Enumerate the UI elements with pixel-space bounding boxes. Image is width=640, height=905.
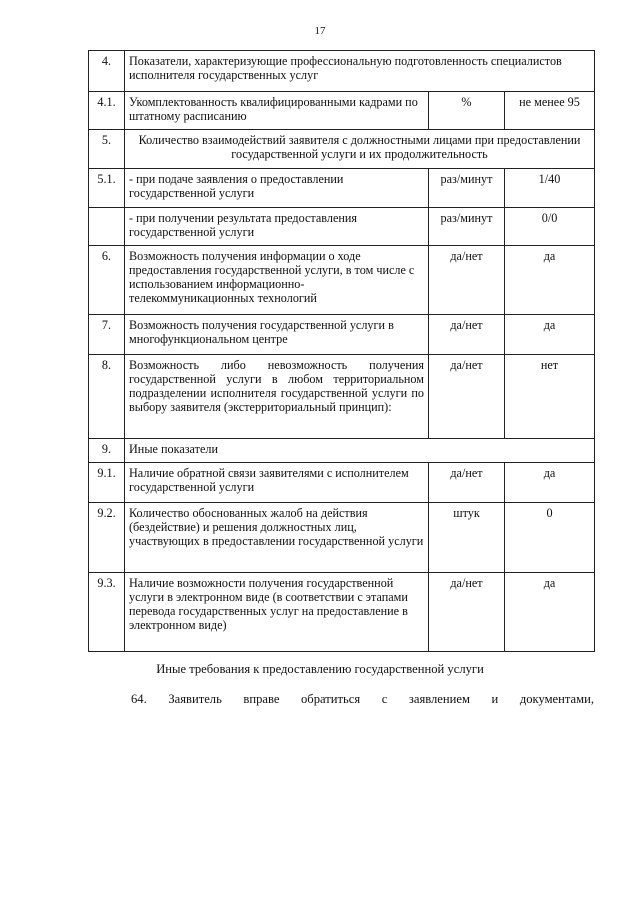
indicators-table [88, 50, 595, 652]
row-number: 8. [89, 355, 125, 439]
table-row [89, 169, 595, 208]
row-value: не менее 95 [505, 92, 595, 130]
row-value: да [505, 463, 595, 503]
row-number: 6. [89, 246, 125, 315]
row-description: Наличие обратной связи заявителями с исполнителем государственной услуги [125, 463, 429, 503]
row-number: 9.1. [89, 463, 125, 503]
row-number: 9. [89, 439, 125, 463]
row-unit: да/нет [429, 463, 505, 503]
row-value: да [505, 315, 595, 355]
row-value: нет [505, 355, 595, 439]
table-row [89, 355, 595, 439]
row-unit: да/нет [429, 573, 505, 652]
row-value: да [505, 246, 595, 315]
row-number: 4.1. [89, 92, 125, 130]
row-description: Иные показатели [125, 439, 595, 463]
row-value: 0 [505, 503, 595, 573]
row-number: 9.3. [89, 573, 125, 652]
table-row [89, 573, 595, 652]
row-number: 5.1. [89, 169, 125, 208]
row-description: - при подаче заявления о предоставлении государственной услуги [125, 169, 429, 208]
table-row [89, 51, 595, 92]
row-unit: да/нет [429, 246, 505, 315]
row-number [89, 208, 125, 246]
row-value: 0/0 [505, 208, 595, 246]
table-row [89, 315, 595, 355]
table-row [89, 246, 595, 315]
row-value: да [505, 573, 595, 652]
row-unit: раз/минут [429, 169, 505, 208]
row-description: Укомплектованность квалифицированными кадрами по штатному расписанию [125, 92, 429, 130]
paragraph-64: 64. Заявитель вправе обратиться с заявлением и документами, [131, 692, 594, 706]
row-description: Возможность либо невозможность получения государственной услуги в любом территориальном подразделении исполнителя государственной услуги по выбору заявителя (экстерриториальный принцип): [125, 355, 429, 439]
table-row [89, 439, 595, 463]
row-description: Количество взаимодействий заявителя с должностными лицами при предоставлении государственной услуги и их продолжительность [125, 130, 595, 169]
row-number: 4. [89, 51, 125, 92]
row-description: Показатели, характеризующие профессиональную подготовленность специалистов исполнителя государственных услуг [125, 51, 595, 92]
section-title: Иные требования к предоставлению государственной услуги [156, 662, 484, 676]
table-row [89, 503, 595, 573]
row-unit: % [429, 92, 505, 130]
row-unit: да/нет [429, 315, 505, 355]
row-value: 1/40 [505, 169, 595, 208]
row-number: 9.2. [89, 503, 125, 573]
table-row [89, 463, 595, 503]
table-row [89, 92, 595, 130]
page-number: 17 [314, 25, 326, 37]
row-unit: да/нет [429, 355, 505, 439]
row-description: Количество обоснованных жалоб на действия (бездействие) и решения должностных лиц, участвующих в предоставлении государственной услуги [125, 503, 429, 573]
row-description: Возможность получения государственной услуги в многофункциональном центре [125, 315, 429, 355]
row-unit: раз/минут [429, 208, 505, 246]
row-number: 5. [89, 130, 125, 169]
table-row [89, 130, 595, 169]
row-number: 7. [89, 315, 125, 355]
row-unit: штук [429, 503, 505, 573]
row-description: Возможность получения информации о ходе предоставления государственной услуги, в том числе с использованием информационно-телекоммуникационных технологий [125, 246, 429, 315]
row-description: Наличие возможности получения государственной услуги в электронном виде (в соответствии с этапами перевода государственных услуг на предоставление в электронном виде) [125, 573, 429, 652]
row-description: - при получении результата предоставления государственной услуги [125, 208, 429, 246]
table-row [89, 208, 595, 246]
